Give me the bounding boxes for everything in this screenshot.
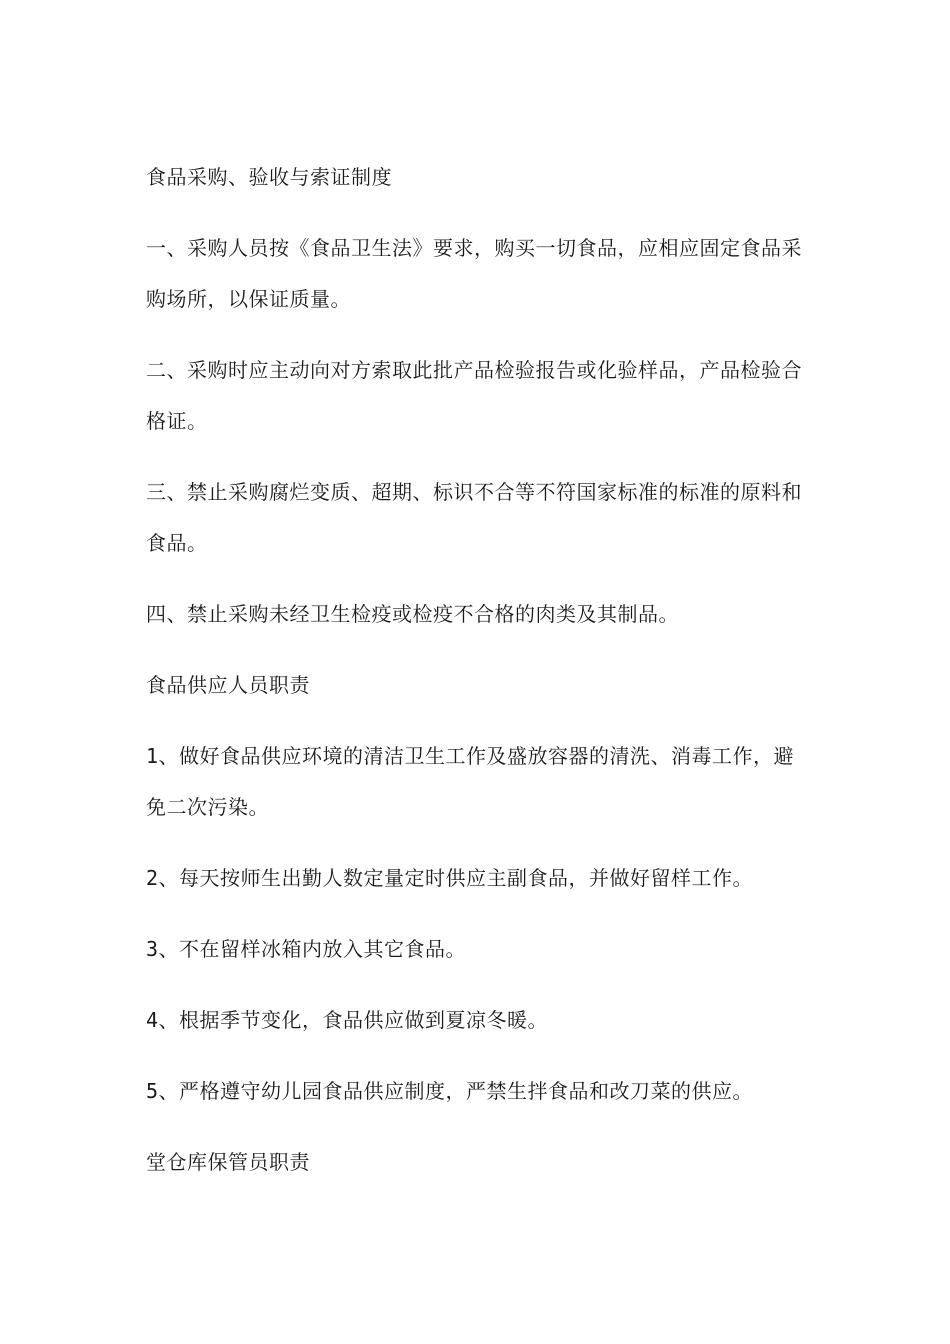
section-title-warehouse-keeper: 堂仓库保管员职责 <box>146 1150 310 1174</box>
procurement-rule-3: 三、禁止采购腐烂变质、超期、标识不合等不符国家标准的标准的原料和食品。 <box>146 480 802 555</box>
procurement-rule-4: 四、禁止采购未经卫生检疫或检疫不合格的肉类及其制品。 <box>146 602 679 626</box>
document-body <box>146 152 811 1208</box>
supply-duty-2: 2、每天按师生出勤人数定量定时供应主副食品，并做好留样工作。 <box>146 866 754 890</box>
supply-duty-4: 4、根据季节变化，食品供应做到夏凉冬暖。 <box>146 1008 549 1032</box>
section-title-food-supply-staff: 食品供应人员职责 <box>146 673 310 697</box>
procurement-rule-2: 二、采购时应主动向对方索取此批产品检验报告或化验样品，产品检验合格证。 <box>146 358 802 433</box>
supply-duty-5: 5、严格遵守幼儿园食品供应制度，严禁生拌食品和改刀菜的供应。 <box>146 1079 754 1103</box>
procurement-rule-1: 一、采购人员按《食品卫生法》要求，购买一切食品，应相应固定食品采购场所，以保证质量。 <box>146 236 802 311</box>
supply-duty-1: 1、做好食品供应环境的清洁卫生工作及盛放容器的清洗、消毒工作，避免二次污染。 <box>146 744 795 819</box>
supply-duty-3: 3、不在留样冰箱内放入其它食品。 <box>146 937 467 961</box>
section-title-procurement: 食品采购、验收与索证制度 <box>146 165 392 189</box>
